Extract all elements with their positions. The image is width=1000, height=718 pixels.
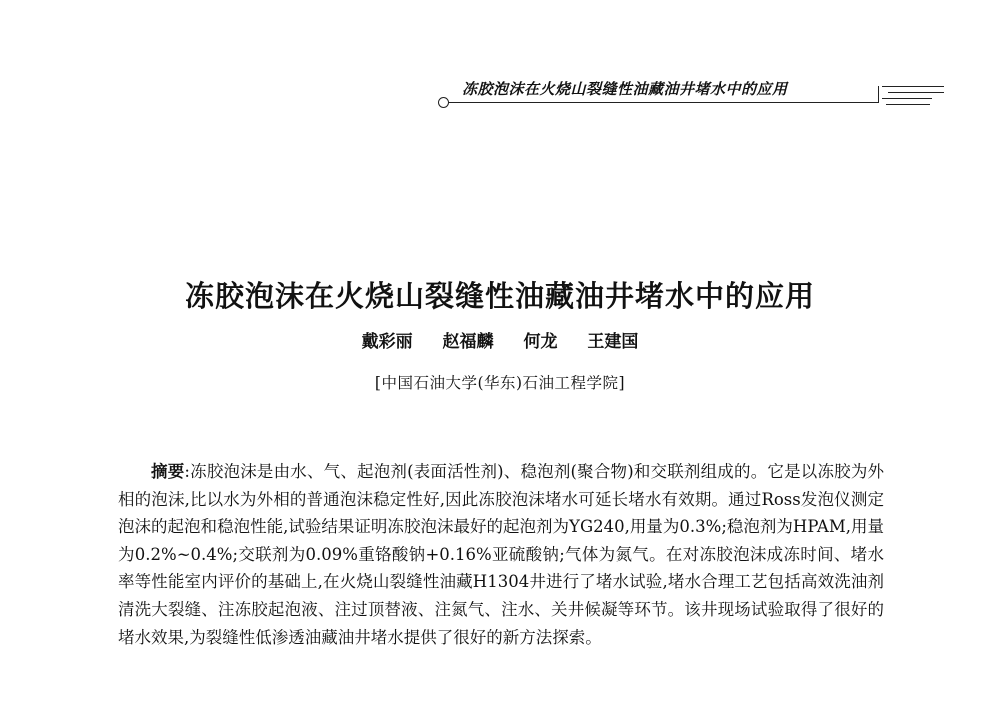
author-name: 何龙 xyxy=(523,332,558,352)
header-vertical-bar xyxy=(878,86,879,103)
author-name: 戴彩丽 xyxy=(361,332,413,352)
abstract-text: 冻胶泡沫是由水、气、起泡剂(表面活性剂)、稳泡剂(聚合物)和交联剂组成的。它是以冻胶为外相的泡沫,比以水为外相的普通泡沫稳定性好,因此冻胶泡沫堵水可延长堵水有效期。通过Ross发泡仪测定泡沫的起泡和稳泡性能,试验结果证明冻胶泡沫最好的起泡剂为YG240,用量为0.3%;稳泡剂为HPAM,用量为0.2%~0.4%;交联剂为0.09%重铬酸钠+0.16%亚硫酸钠;气体为氮气。在对冻胶泡沫成冻时间、堵水率等性能室内评价的基础上,在火烧山裂缝性油藏H1304井进行了堵水试验,堵水合理工艺包括高效洗油剂清洗大裂缝、注冻胶起泡液、注过顶替液、注氮气、注水、关井候凝等环节。该井现场试验取得了很好的堵水效果,为裂缝性低渗透油藏油井堵水提供了很好的新方法探索。 xyxy=(118,462,885,647)
abstract-paragraph xyxy=(118,458,884,651)
running-header xyxy=(0,0,1000,120)
running-header-title: 冻胶泡沫在火烧山裂缝性油藏油井堵水中的应用 xyxy=(462,80,788,98)
header-rule xyxy=(444,102,878,103)
article-title: 冻胶泡沫在火烧山裂缝性油藏油井堵水中的应用 xyxy=(184,279,815,313)
abstract-label: 摘要 xyxy=(151,462,185,481)
header-line-ornament xyxy=(882,84,946,110)
author-name: 赵福麟 xyxy=(442,332,494,352)
author-list xyxy=(0,327,1000,352)
header-circle-ornament xyxy=(438,97,449,108)
affiliation: [中国石油大学(华东)石油工程学院] xyxy=(374,374,626,392)
author-name: 王建国 xyxy=(587,332,639,352)
abstract-separator: : xyxy=(184,462,190,481)
